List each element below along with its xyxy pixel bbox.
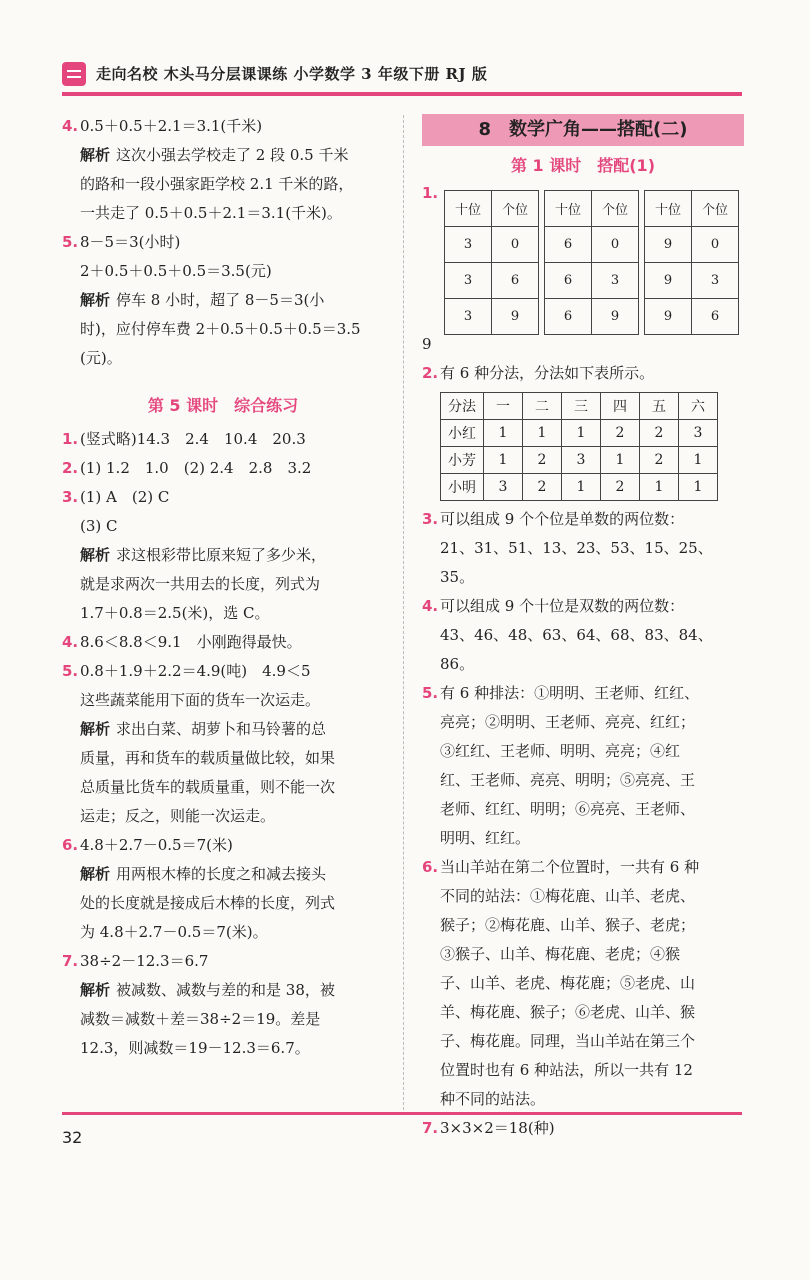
- question-number: 2.: [62, 459, 79, 477]
- answer-text: 羊、梅花鹿、猴子；⑥老虎、山羊、猴: [440, 1003, 696, 1021]
- answer-text: 43、46、48、63、64、68、83、84、: [440, 626, 713, 644]
- table-cell: 2: [640, 447, 679, 474]
- table-header-cell: 二: [523, 393, 562, 420]
- answer-text: 减数＝减数＋差＝38÷2＝19。差是: [80, 1010, 321, 1028]
- table-cell: 1: [523, 420, 562, 447]
- analysis-label: 解析: [80, 546, 111, 564]
- table-cell: 2: [640, 420, 679, 447]
- table-row: [445, 263, 539, 299]
- question-line: [62, 831, 384, 860]
- answer-text: 运走；反之，则能一次运走。: [80, 807, 276, 825]
- answer-text: 质量，再和货车的载质量做比较，如果: [80, 749, 336, 767]
- question-number: 3.: [422, 510, 439, 528]
- question-number: 4.: [62, 117, 79, 135]
- answer-line: [422, 708, 744, 737]
- left-answers-part2: [62, 425, 384, 1063]
- table-cell: 0: [492, 227, 539, 263]
- answer-text: (1) A (2) C: [80, 488, 170, 506]
- answer-text: 时)，应付停车费 2＋0.5＋0.5＋0.5＝3.5: [80, 320, 361, 338]
- table-header-row: [441, 393, 718, 420]
- table-header-cell: 十位: [545, 191, 592, 227]
- answer-line: [422, 795, 744, 824]
- answer-text: ③红红、王老师、明明、亮亮；④红: [440, 742, 681, 760]
- left-column: [62, 112, 384, 1063]
- table-cell: 1: [601, 447, 640, 474]
- table-row: [545, 227, 639, 263]
- question-line: [62, 228, 384, 257]
- answer-line: [422, 1027, 744, 1056]
- answer-text: 可以组成 9 个十位是双数的两位数：: [440, 597, 685, 615]
- table-header-cell: 五: [640, 393, 679, 420]
- table-header-cell: 个位: [492, 191, 539, 227]
- page-header: [62, 60, 742, 92]
- analysis-label: 解析: [80, 291, 111, 309]
- question-line: [422, 505, 744, 534]
- book-icon: [62, 62, 86, 86]
- question-line: [62, 454, 384, 483]
- question-line: [62, 483, 384, 512]
- lesson-title: 第 1 课时 搭配(1): [510, 156, 656, 175]
- question-line: [422, 853, 744, 882]
- column-divider: [403, 115, 404, 1115]
- table-row: [545, 263, 639, 299]
- question-number: 4.: [62, 633, 79, 651]
- table-cell: 3: [445, 299, 492, 335]
- question-line: [422, 359, 744, 388]
- answer-line: [422, 824, 744, 853]
- table-cell: 2: [601, 420, 640, 447]
- answer-text: 0.5＋0.5＋2.1＝3.1(千米): [80, 117, 263, 135]
- right-column: [422, 112, 744, 1143]
- answer-text: (元)。: [80, 349, 122, 367]
- table-cell: 小红: [441, 420, 484, 447]
- answer-text: 12.3，则减数＝19－12.3＝6.7。: [80, 1039, 310, 1057]
- table-cell: 9: [645, 227, 692, 263]
- answer-line: [62, 512, 384, 541]
- answer-line: [422, 998, 744, 1027]
- answer-line: [422, 969, 744, 998]
- question-line: [62, 425, 384, 454]
- question-number: 1.: [62, 430, 79, 448]
- table-row: [645, 227, 739, 263]
- table-cell: 3: [562, 447, 601, 474]
- table-cell: 3: [445, 227, 492, 263]
- answer-text: 0.8＋1.9＋2.2＝4.9(吨) 4.9＜5: [80, 662, 311, 680]
- answer-text: 种不同的站法。: [440, 1090, 546, 1108]
- question-line: [422, 1114, 744, 1143]
- answer-line: [62, 170, 384, 199]
- answer-line: [62, 773, 384, 802]
- answer-text: 亮亮；②明明、王老师、亮亮、红红；: [440, 713, 696, 731]
- question-line: [422, 592, 744, 621]
- answer-text: 被减数、减数与差的和是 38，被: [116, 981, 335, 999]
- table-row: [645, 263, 739, 299]
- answer-text: 子、梅花鹿。同理，当山羊站在第三个: [440, 1032, 696, 1050]
- question-number: 5.: [422, 684, 439, 702]
- answer-line: [422, 1085, 744, 1114]
- table-cell: 小芳: [441, 447, 484, 474]
- answer-text: 21、31、51、13、23、53、15、25、: [440, 539, 713, 557]
- answer-line: [422, 650, 744, 679]
- answer-text: 不同的站法：①梅花鹿、山羊、老虎、: [440, 887, 696, 905]
- answer-text: 为 4.8＋2.7－0.5＝7(米)。: [80, 923, 268, 941]
- table-header-cell: 三: [562, 393, 601, 420]
- answer-line: [62, 541, 384, 570]
- table-row: [441, 420, 718, 447]
- table-cell: 1: [679, 474, 718, 501]
- answer-text: 可以组成 9 个个位是单数的两位数：: [440, 510, 685, 528]
- answer-text: 2＋0.5＋0.5＋0.5＝3.5(元): [80, 262, 272, 280]
- table-header-cell: 四: [601, 393, 640, 420]
- section-title: 第 5 课时 综合练习: [147, 396, 299, 415]
- analysis-label: 解析: [80, 720, 111, 738]
- footer-rule: [62, 1112, 742, 1115]
- table-cell: 6: [545, 299, 592, 335]
- page-number: 32: [62, 1128, 83, 1147]
- answer-text: 处的长度就是接成后木棒的长度，列式: [80, 894, 336, 912]
- answer-text: 有 6 种排法：①明明、王老师、红红、: [440, 684, 700, 702]
- answer-line: [62, 141, 384, 170]
- answer-text: 8.6＜8.8＜9.1 小刚跑得最快。: [80, 633, 302, 651]
- table-cell: 1: [484, 420, 523, 447]
- table-cell: 1: [484, 447, 523, 474]
- question-number: 4.: [422, 597, 439, 615]
- analysis-label: 解析: [80, 981, 111, 999]
- place-value-table: [544, 190, 639, 335]
- question-number: 5.: [62, 662, 79, 680]
- answer-text: (1) 1.2 1.0 (2) 2.4 2.8 3.2: [80, 459, 312, 477]
- answer-line: [422, 1056, 744, 1085]
- answer-text: 一共走了 0.5＋0.5＋2.1＝3.1(千米)。: [80, 204, 342, 222]
- table-cell: 9: [645, 299, 692, 335]
- answer-text: 求出白菜、胡萝卜和马铃薯的总: [116, 720, 327, 738]
- answer-text: ③猴子、山羊、梅花鹿、老虎；④猴: [440, 945, 681, 963]
- answer-line: [62, 686, 384, 715]
- answer-line: [422, 534, 744, 563]
- table-cell: 6: [692, 299, 739, 335]
- table-cell: 0: [592, 227, 639, 263]
- table-header-row: [545, 191, 639, 227]
- answer-line: [62, 570, 384, 599]
- table-header-cell: 十位: [645, 191, 692, 227]
- question-number: 1.: [422, 184, 439, 202]
- answer-line: [62, 199, 384, 228]
- answer-text: 3×3×2＝18(种): [440, 1119, 555, 1137]
- question-number: 2.: [422, 364, 439, 382]
- answer-text: 这次小强去学校走了 2 段 0.5 千米: [116, 146, 349, 164]
- answer-line: [62, 257, 384, 286]
- answer-text: 35。: [440, 568, 475, 586]
- table-header-row: [445, 191, 539, 227]
- right-answers: [422, 505, 744, 1143]
- answer-line: [422, 940, 744, 969]
- answer-line: [422, 766, 744, 795]
- distribution-table: [440, 392, 718, 501]
- question-line: [422, 679, 744, 708]
- table-cell: 3: [592, 263, 639, 299]
- answer-line: [422, 563, 744, 592]
- question-number: 7.: [422, 1119, 439, 1137]
- table-cell: 9: [592, 299, 639, 335]
- question-number: 5.: [62, 233, 79, 251]
- place-value-tables: [422, 180, 744, 330]
- answer-line: [62, 976, 384, 1005]
- question-number: 6.: [422, 858, 439, 876]
- table-row: [441, 474, 718, 501]
- table-cell: 1: [562, 420, 601, 447]
- table-cell: 2: [523, 474, 562, 501]
- question-line: [62, 112, 384, 141]
- table-cell: 9: [492, 299, 539, 335]
- table-cell: 2: [523, 447, 562, 474]
- chapter-title: 8 数学广角——搭配(二): [422, 114, 744, 146]
- answer-text: 4.8＋2.7－0.5＝7(米): [80, 836, 233, 854]
- table-header-cell: 个位: [692, 191, 739, 227]
- answer-text: (3) C: [80, 517, 118, 535]
- table-cell: 9: [645, 263, 692, 299]
- answer-line: [62, 889, 384, 918]
- place-value-table: [644, 190, 739, 335]
- table-cell: 小明: [441, 474, 484, 501]
- table-cell: 3: [692, 263, 739, 299]
- answer-line: [62, 744, 384, 773]
- answer-text: 总质量比货车的载质量重，则不能一次: [80, 778, 336, 796]
- answer-text: 就是求两次一共用去的长度，列式为: [80, 575, 321, 593]
- answer-line: [62, 1034, 384, 1063]
- answer-line: [422, 737, 744, 766]
- answer-text: 老师、红红、明明；⑥亮亮、王老师、: [440, 800, 696, 818]
- answer-line: [422, 911, 744, 940]
- answer-line: [62, 715, 384, 744]
- answer-line: [62, 918, 384, 947]
- analysis-label: 解析: [80, 865, 111, 883]
- q1-answer: 9: [422, 335, 432, 353]
- header-title: 走向名校 木头马分层课课练 小学数学 3 年级下册 RJ 版: [96, 65, 488, 83]
- question-line: [62, 947, 384, 976]
- table-cell: 3: [445, 263, 492, 299]
- answer-text: 8－5＝3(小时): [80, 233, 181, 251]
- table-cell: 1: [562, 474, 601, 501]
- table-header-cell: 分法: [441, 393, 484, 420]
- table-header-row: [645, 191, 739, 227]
- answer-text: 这些蔬菜能用下面的货车一次运走。: [80, 691, 321, 709]
- answer-text: 当山羊站在第二个位置时，一共有 6 种: [440, 858, 700, 876]
- answer-line: [62, 286, 384, 315]
- answer-text: 38÷2－12.3＝6.7: [80, 952, 209, 970]
- answer-text: 明明、红红。: [440, 829, 531, 847]
- table-cell: 1: [679, 447, 718, 474]
- table-cell: 3: [484, 474, 523, 501]
- answer-text: 86。: [440, 655, 475, 673]
- answer-text: (竖式略)14.3 2.4 10.4 20.3: [80, 430, 306, 448]
- question-number: 6.: [62, 836, 79, 854]
- place-value-table: [444, 190, 539, 335]
- question-number: 3.: [62, 488, 79, 506]
- answer-line: [422, 882, 744, 911]
- answer-text: 猴子；②梅花鹿、山羊、猴子、老虎；: [440, 916, 696, 934]
- answer-text: 位置时也有 6 种站法，所以一共有 12: [440, 1061, 693, 1079]
- answer-line: [422, 621, 744, 650]
- answer-text: 红、王老师、亮亮、明明；⑤亮亮、王: [440, 771, 696, 789]
- table-row: [441, 447, 718, 474]
- analysis-label: 解析: [80, 146, 111, 164]
- answer-text: 的路和一段小强家距学校 2.1 千米的路，: [80, 175, 354, 193]
- table-header-cell: 六: [679, 393, 718, 420]
- answer-line: [62, 599, 384, 628]
- question-line: [62, 657, 384, 686]
- answer-line: [62, 802, 384, 831]
- table-cell: 1: [640, 474, 679, 501]
- question-number: 7.: [62, 952, 79, 970]
- table-cell: 6: [492, 263, 539, 299]
- table-cell: 6: [545, 263, 592, 299]
- answer-line: [62, 344, 384, 373]
- answer-text: 1.7＋0.8＝2.5(米)，选 C。: [80, 604, 270, 622]
- answer-text: 求这根彩带比原来短了多少米，: [116, 546, 327, 564]
- left-answers-part1: [62, 112, 384, 373]
- table-cell: 6: [545, 227, 592, 263]
- table-row: [445, 227, 539, 263]
- answer-line: [62, 860, 384, 889]
- table-header-cell: 十位: [445, 191, 492, 227]
- answer-text: 子、山羊、老虎、梅花鹿；⑤老虎、山: [440, 974, 696, 992]
- table-cell: 0: [692, 227, 739, 263]
- answer-line: [62, 315, 384, 344]
- table-cell: 2: [601, 474, 640, 501]
- answer-line: [62, 1005, 384, 1034]
- question-line: [62, 628, 384, 657]
- answer-text: 用两根木棒的长度之和减去接头: [116, 865, 327, 883]
- table-header-cell: 个位: [592, 191, 639, 227]
- answer-text: 停车 8 小时，超了 8－5＝3(小: [116, 291, 325, 309]
- table-header-cell: 一: [484, 393, 523, 420]
- table-cell: 3: [679, 420, 718, 447]
- header-rule: [62, 92, 742, 96]
- answer-text: 有 6 种分法，分法如下表所示。: [440, 364, 655, 382]
